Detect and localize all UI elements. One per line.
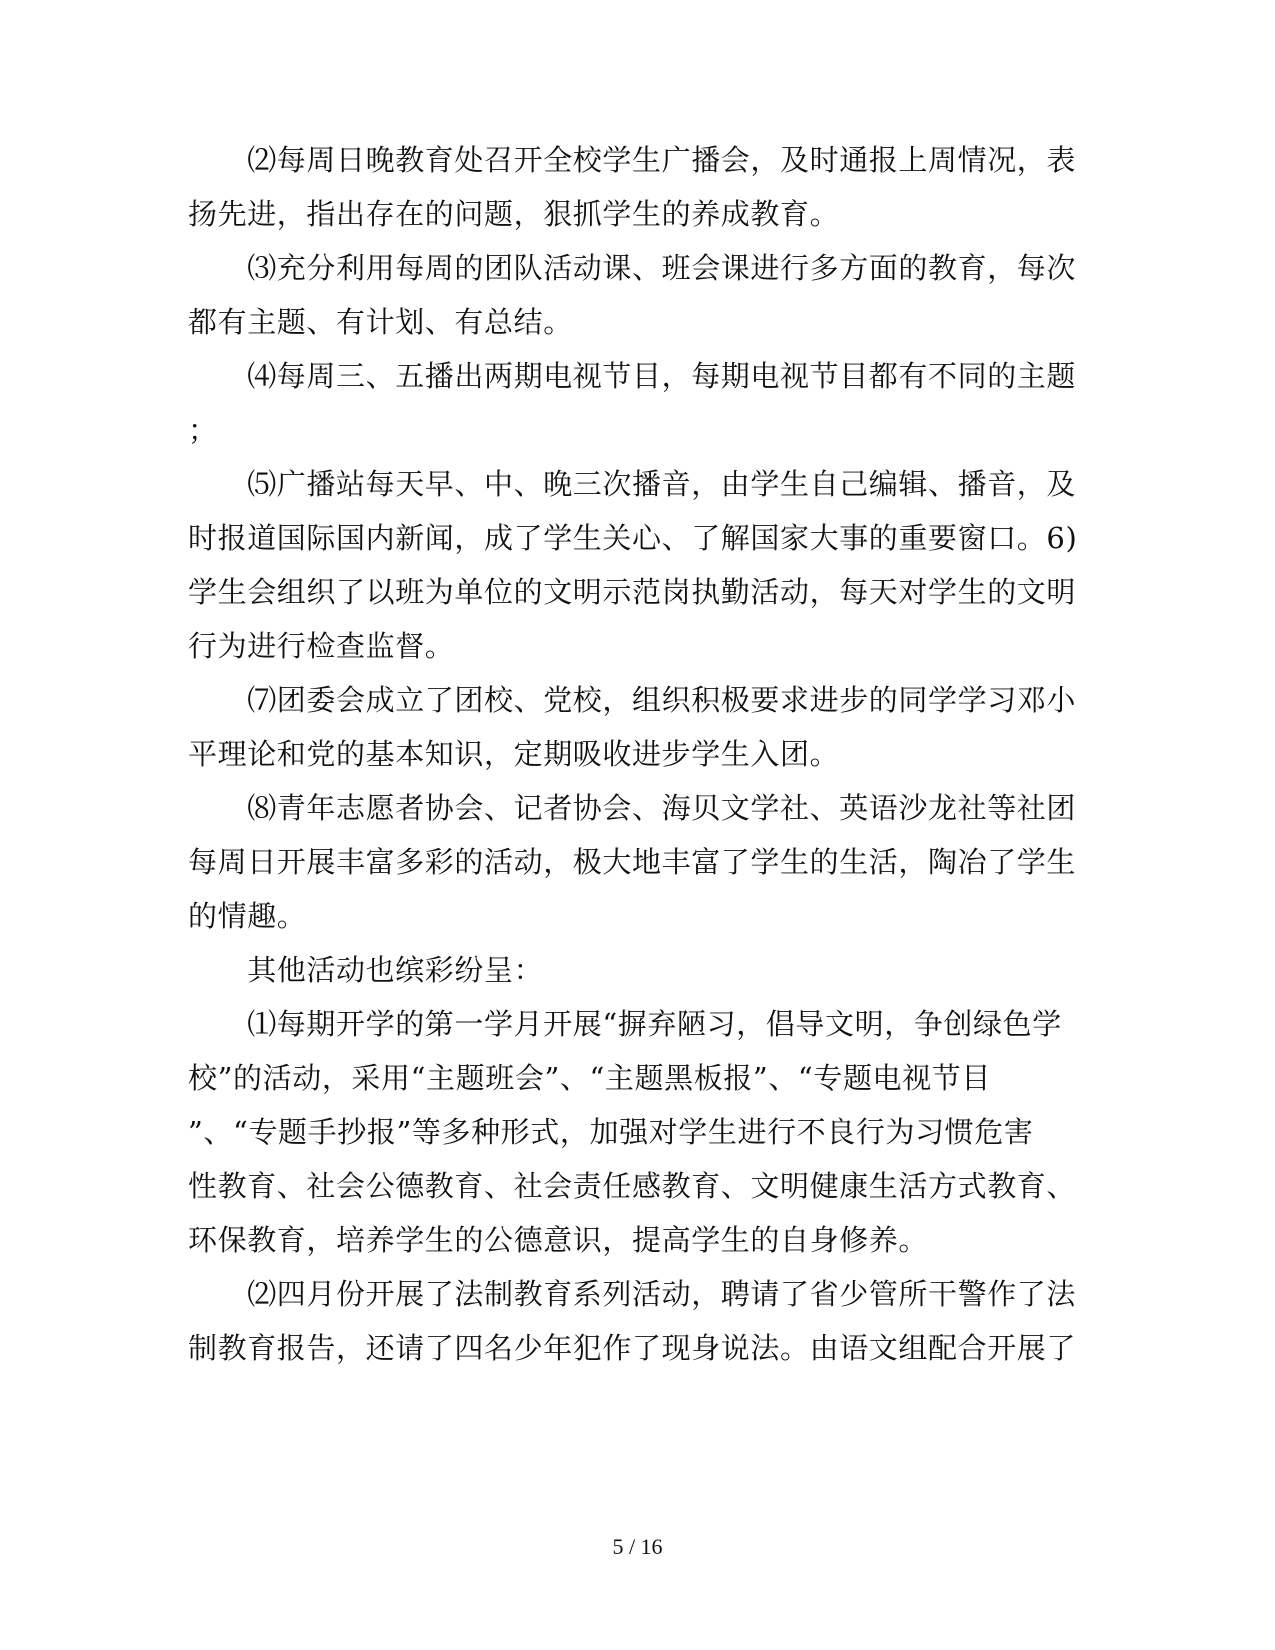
- text-line: ⑸广播站每天早、中、晚三次播音，由学生自己编辑、播音，及: [188, 467, 1077, 501]
- text-line: ；: [188, 413, 218, 447]
- text-line: 平理论和党的基本知识，定期吸收进步学生入团。: [188, 737, 840, 771]
- text-line: 扬先进，指出存在的问题，狠抓学生的养成教育。: [188, 197, 840, 231]
- text-line: 行为进行检查监督。: [188, 629, 455, 663]
- text-line: ”、“专题手抄报”等多种形式，加强对学生进行不良行为习惯危害: [188, 1115, 1034, 1149]
- text-line: ⑵四月份开展了法制教育系列活动，聘请了省少管所干警作了法: [188, 1277, 1077, 1311]
- text-line: 制教育报告，还请了四名少年犯作了现身说法。由语文组配合开展了: [188, 1331, 1077, 1365]
- text-line: 环保教育，培养学生的公德意识，提高学生的自身修养。: [188, 1223, 929, 1257]
- text-line: ⑻青年志愿者协会、记者协会、海贝文学社、英语沙龙社等社团: [188, 791, 1077, 825]
- text-line: 校”的活动，采用“主题班会”、“主题黑板报”、“专题电视节目: [188, 1061, 991, 1095]
- text-line: ⑶充分利用每周的团队活动课、班会课进行多方面的教育，每次: [188, 251, 1077, 285]
- text-line: 时报道国际国内新闻，成了学生关心、了解国家大事的重要窗口。6): [188, 521, 1078, 555]
- text-line: ⑴每期开学的第一学月开展“摒弃陋习，倡导文明，争创绿色学: [188, 1007, 1062, 1041]
- text-line: 都有主题、有计划、有总结。: [188, 305, 573, 339]
- text-line: 其他活动也缤彩纷呈：: [188, 953, 544, 987]
- text-line: 每周日开展丰富多彩的活动，极大地丰富了学生的生活，陶冶了学生: [188, 845, 1077, 879]
- text-line: ⑷每周三、五播出两期电视节目，每期电视节目都有不同的主题: [188, 359, 1077, 393]
- text-line: ⑵每周日晚教育处召开全校学生广播会，及时通报上周情况，表: [188, 143, 1077, 177]
- text-line: ⑺团委会成立了团校、党校，组织积极要求进步的同学学习邓小: [188, 683, 1077, 717]
- text-line: 性教育、社会公德教育、社会责任感教育、文明健康生活方式教育、: [188, 1169, 1077, 1203]
- text-line: 的情趣。: [188, 899, 307, 933]
- page-number: 5 / 16: [612, 1534, 663, 1559]
- text-line: 学生会组织了以班为单位的文明示范岗执勤活动，每天对学生的文明: [188, 575, 1077, 609]
